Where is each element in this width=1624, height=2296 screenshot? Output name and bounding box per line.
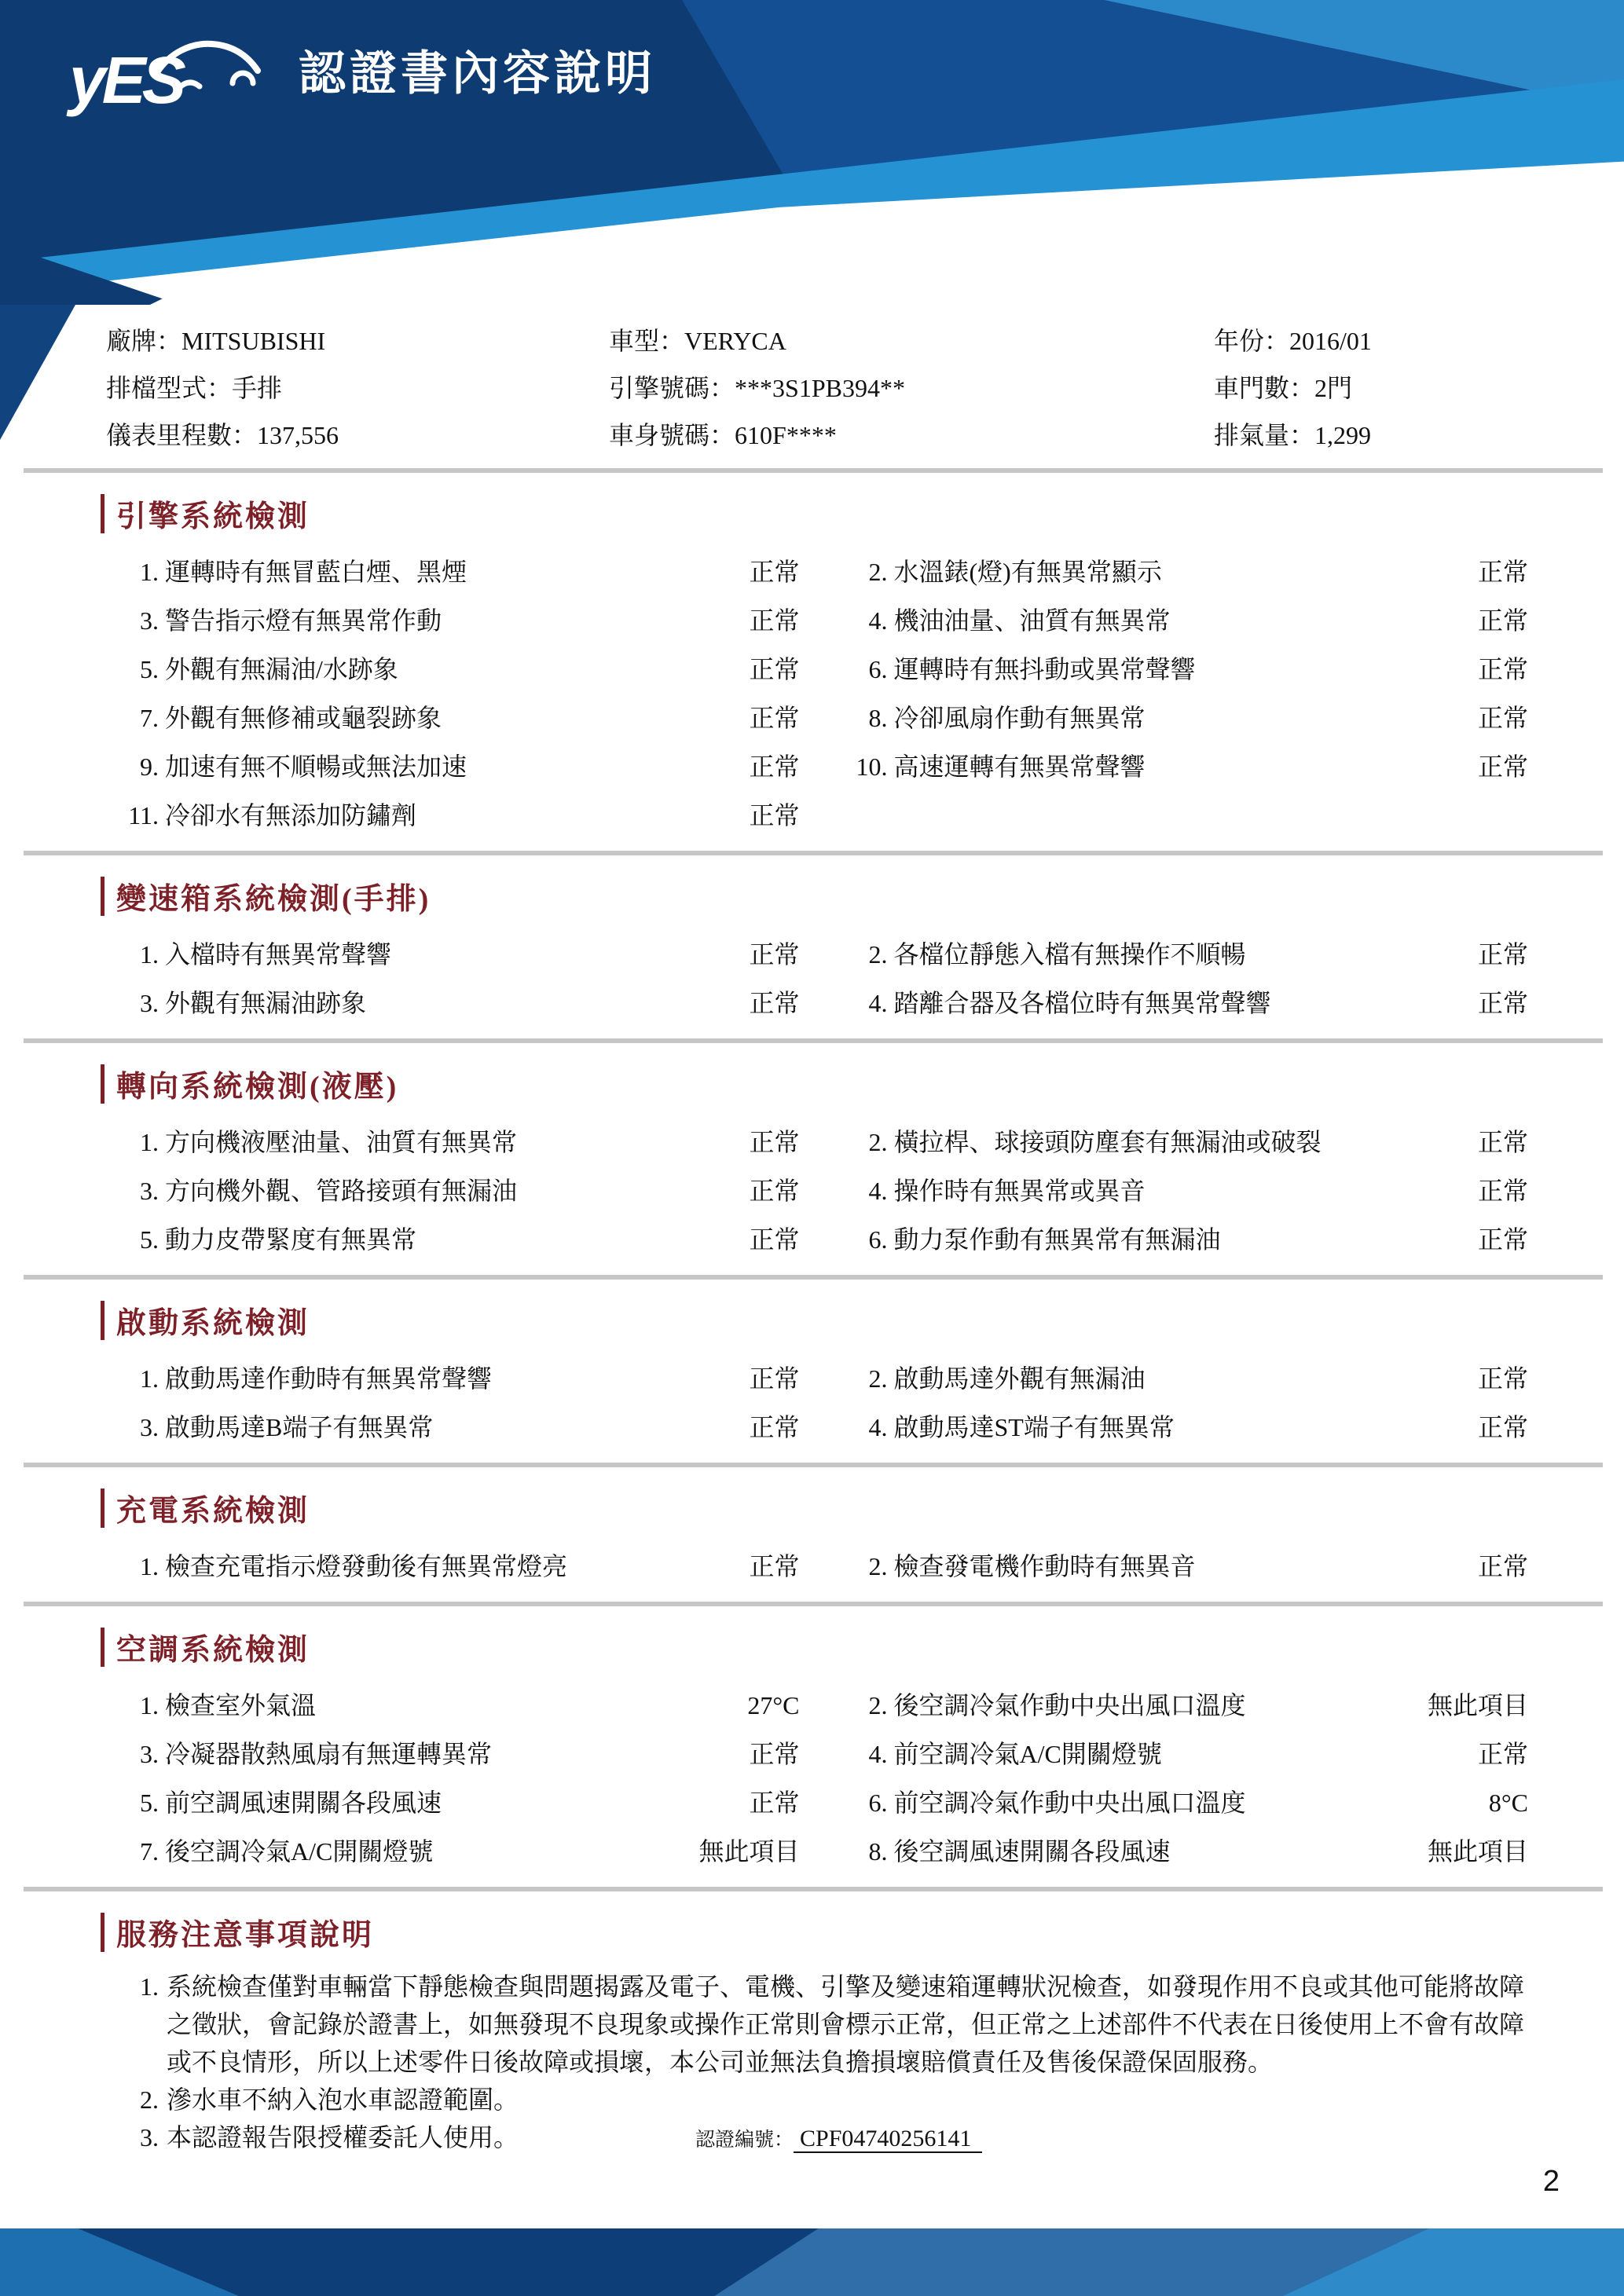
check-row <box>118 1116 1528 1165</box>
item-number: 5. <box>140 1225 159 1254</box>
item-label: 後空調冷氣作動中央出風口溫度 <box>893 1691 1246 1719</box>
section-items <box>118 1353 1528 1450</box>
transmission-field <box>106 364 609 412</box>
item-label: 後空調風速開關各段風速 <box>893 1837 1171 1866</box>
item-label: 前空調風速開關各段風速 <box>165 1789 442 1817</box>
section-title: 充電系統檢測 <box>116 1495 310 1528</box>
check-row <box>118 928 1528 977</box>
item-number: 11. <box>128 801 159 829</box>
item-number: 6. <box>868 655 888 683</box>
item-label: 水溫錶(燈)有無異常顯示 <box>893 558 1162 586</box>
section-items <box>118 1540 1528 1589</box>
check-row <box>118 1825 1528 1874</box>
item-status: 正常 <box>749 1552 800 1580</box>
item-status: 正常 <box>749 655 800 683</box>
item-number: 4. <box>868 1177 888 1205</box>
item-status: 正常 <box>1477 1413 1528 1441</box>
note-text: 系統檢查僅對車輛當下靜態檢查與問題揭露及電子、電機、引擎及變速箱運轉狀況檢查，如發現作用不良或其他可能將故障之徵狀，會記錄於證書上，如無發現不良現象或操作正常則會標示正常，但正常之上述部件不代表在日後使用上不會有故障或不良情形，所以上述零件日後故障或損壞，本公司並無法負擔損壞賠償責任及售後保證保固服務。 <box>167 1972 1525 2076</box>
check-item <box>847 650 1529 686</box>
item-number: 6. <box>868 1789 888 1817</box>
item-label: 外觀有無修補或龜裂跡象 <box>165 704 442 732</box>
item-number: 4. <box>868 606 888 635</box>
item-status: 正常 <box>1477 989 1528 1017</box>
check-item <box>847 1408 1529 1444</box>
item-number: 2. <box>868 1552 888 1580</box>
item-status: 無此項目 <box>1427 1837 1528 1866</box>
item-number: 4. <box>868 989 888 1017</box>
item-label: 橫拉桿、球接頭防塵套有無漏油或破裂 <box>893 1128 1322 1156</box>
note-text <box>167 2118 1528 2159</box>
section-items <box>118 1116 1528 1262</box>
engine-number-field <box>609 364 1214 412</box>
transmission-value: 手排 <box>232 374 283 402</box>
yes-logo <box>69 28 272 115</box>
page-title: 認證書內容說明 <box>299 47 656 100</box>
divider <box>24 1887 1603 1891</box>
item-status: 正常 <box>1477 606 1528 635</box>
item-status: 8°C <box>1488 1789 1528 1817</box>
check-item <box>847 1783 1529 1819</box>
check-row <box>118 1679 1528 1728</box>
item-label: 高速運轉有無異常聲響 <box>893 753 1146 781</box>
section-title: 變速箱系統檢測(手排) <box>116 883 431 916</box>
displacement-field <box>1214 412 1561 459</box>
check-item <box>847 1547 1529 1583</box>
item-number: 10. <box>856 753 888 781</box>
check-item <box>118 1220 800 1256</box>
year-label: 年份： <box>1214 327 1290 355</box>
check-item <box>118 1783 800 1819</box>
check-row <box>118 546 1528 595</box>
item-number: 8. <box>868 704 888 732</box>
engine-number-label: 引擎號碼： <box>609 374 735 402</box>
model-field <box>609 317 1214 364</box>
check-row <box>118 643 1528 692</box>
item-status: 正常 <box>1477 1225 1528 1254</box>
check-item <box>847 1686 1529 1722</box>
item-status: 正常 <box>1477 753 1528 781</box>
car-logo-icon <box>154 27 272 94</box>
cert-number-block <box>695 2118 982 2159</box>
item-status: 正常 <box>749 704 800 732</box>
section-title: 引擎系統檢測 <box>116 500 310 533</box>
section-items <box>118 546 1528 838</box>
item-label: 前空調冷氣A/C開關燈號 <box>893 1740 1162 1768</box>
item-label: 運轉時有無冒藍白煙、黑煙 <box>165 558 467 586</box>
item-status: 正常 <box>749 1740 800 1768</box>
check-row <box>118 789 1528 838</box>
item-status: 正常 <box>749 1413 800 1441</box>
item-label: 冷凝器散熱風扇有無運轉異常 <box>165 1740 493 1768</box>
item-number: 6. <box>868 1225 888 1254</box>
section-title-bar <box>101 1301 104 1340</box>
item-number: 7. <box>140 1837 159 1866</box>
item-status: 正常 <box>749 1225 800 1254</box>
section-title-bar <box>101 1913 104 1952</box>
brand-field <box>106 317 609 364</box>
note-number: 3. <box>140 2123 159 2151</box>
section-title: 空調系統檢測 <box>116 1634 310 1667</box>
vin-label: 車身號碼： <box>609 421 735 449</box>
item-number: 3. <box>140 606 159 635</box>
check-row <box>118 1165 1528 1214</box>
section-head <box>101 1625 1528 1668</box>
check-item <box>118 1171 800 1207</box>
item-status: 正常 <box>749 1789 800 1817</box>
check-row <box>118 692 1528 741</box>
divider <box>24 1602 1603 1606</box>
check-row <box>118 1214 1528 1262</box>
brand-value: MITSUBISHI <box>181 327 326 355</box>
item-label: 加速有無不順暢或無法加速 <box>165 753 467 781</box>
item-number: 1. <box>140 940 159 969</box>
check-item <box>847 935 1529 971</box>
item-label: 啟動馬達外觀有無漏油 <box>893 1364 1146 1393</box>
item-label: 動力泵作動有無異常有無漏油 <box>893 1225 1221 1254</box>
check-item <box>847 1832 1529 1868</box>
item-label: 外觀有無漏油/水跡象 <box>165 655 398 683</box>
item-number: 2. <box>868 1128 888 1156</box>
brand-label: 廠牌： <box>106 327 182 355</box>
item-label: 入檔時有無異常聲響 <box>165 940 392 969</box>
cert-number-value: CPF04740256141 <box>794 2126 982 2153</box>
item-status: 正常 <box>1477 558 1528 586</box>
displacement-label: 排氣量： <box>1214 421 1315 449</box>
mileage-label: 儀表里程數： <box>106 421 258 449</box>
item-number: 2. <box>868 940 888 969</box>
check-row <box>118 1353 1528 1401</box>
item-number: 9. <box>140 753 159 781</box>
check-item <box>118 698 800 734</box>
item-status: 正常 <box>749 753 800 781</box>
item-label: 冷卻風扇作動有無異常 <box>893 704 1146 732</box>
section-head <box>101 874 1528 917</box>
item-label: 後空調冷氣A/C開關燈號 <box>165 1837 434 1866</box>
item-label: 啟動馬達作動時有無異常聲響 <box>165 1364 493 1393</box>
item-number: 1. <box>140 1364 159 1393</box>
check-item <box>118 935 800 971</box>
notes-list <box>118 1968 1528 2159</box>
item-status: 正常 <box>1477 704 1528 732</box>
vin-value: 610F**** <box>735 421 837 449</box>
note-item <box>118 2081 1528 2118</box>
item-number: 1. <box>140 1691 159 1719</box>
doors-value: 2門 <box>1314 374 1353 402</box>
item-status: 正常 <box>1477 1552 1528 1580</box>
item-label: 警告指示燈有無異常作動 <box>165 606 442 635</box>
note-number: 2. <box>140 2085 159 2114</box>
item-status: 正常 <box>749 989 800 1017</box>
vehicle-info <box>106 317 1561 459</box>
section-items <box>118 1679 1528 1874</box>
item-status: 正常 <box>749 606 800 635</box>
note-item <box>118 2118 1528 2159</box>
check-item <box>118 1408 800 1444</box>
cert-number-label: 認證編號： <box>695 2129 794 2151</box>
item-number: 1. <box>140 558 159 586</box>
notes-section-head <box>101 1910 1528 1954</box>
check-item <box>118 552 800 588</box>
section-head <box>101 1298 1528 1342</box>
check-item <box>118 1547 800 1583</box>
item-number: 1. <box>140 1128 159 1156</box>
check-item <box>118 1686 800 1722</box>
divider <box>24 1038 1603 1043</box>
item-label: 前空調冷氣作動中央出風口溫度 <box>893 1789 1246 1817</box>
item-number: 2. <box>868 558 888 586</box>
doors-field <box>1214 364 1561 412</box>
item-status: 正常 <box>749 940 800 969</box>
item-label: 動力皮帶緊度有無異常 <box>165 1225 417 1254</box>
item-number: 3. <box>140 1740 159 1768</box>
check-item <box>118 650 800 686</box>
note-number: 1. <box>140 1972 159 2001</box>
item-status: 正常 <box>1477 1128 1528 1156</box>
divider <box>24 1463 1603 1467</box>
item-number: 3. <box>140 1413 159 1441</box>
header-banner <box>0 0 1624 305</box>
item-label: 操作時有無異常或異音 <box>893 1177 1146 1205</box>
item-label: 啟動馬達ST端子有無異常 <box>893 1413 1175 1441</box>
item-status: 正常 <box>1477 940 1528 969</box>
item-status: 正常 <box>749 558 800 586</box>
section-head <box>101 1486 1528 1529</box>
item-number: 4. <box>868 1413 888 1441</box>
item-status: 正常 <box>749 1128 800 1156</box>
item-number: 1. <box>140 1552 159 1580</box>
doors-label: 車門數： <box>1214 374 1315 402</box>
item-label: 機油油量、油質有無異常 <box>893 606 1171 635</box>
divider <box>24 468 1603 473</box>
item-status: 正常 <box>1477 1364 1528 1393</box>
notes-section-title: 服務注意事項說明 <box>116 1919 375 1952</box>
check-item <box>847 601 1529 637</box>
yes-logo-text: yES <box>69 43 182 117</box>
section-title: 啟動系統檢測 <box>116 1307 310 1340</box>
check-item <box>118 601 800 637</box>
item-number: 2. <box>868 1364 888 1393</box>
vin-field <box>609 412 1214 459</box>
item-status: 正常 <box>749 1364 800 1393</box>
year-field <box>1214 317 1561 364</box>
item-label: 外觀有無漏油跡象 <box>165 989 367 1017</box>
note-text: 滲水車不納入泡水車認證範圍。 <box>167 2085 519 2114</box>
check-item <box>118 1359 800 1395</box>
check-row <box>118 595 1528 643</box>
page-number: 2 <box>1542 2165 1560 2198</box>
item-number: 4. <box>868 1740 888 1768</box>
check-item <box>847 1122 1529 1159</box>
check-row <box>118 741 1528 789</box>
check-row <box>118 977 1528 1026</box>
model-value: VERYCA <box>684 327 786 355</box>
item-label: 各檔位靜態入檔有無操作不順暢 <box>893 940 1246 969</box>
sections <box>0 492 1624 1891</box>
check-item <box>847 747 1529 783</box>
transmission-label: 排檔型式： <box>106 374 233 402</box>
item-label: 檢查發電機作動時有無異音 <box>893 1552 1196 1580</box>
check-item <box>118 1832 800 1868</box>
item-label: 冷卻水有無添加防鏽劑 <box>165 801 417 829</box>
check-row <box>118 1777 1528 1825</box>
check-item <box>118 983 800 1020</box>
banner-content <box>69 28 656 115</box>
item-label: 運轉時有無抖動或異常聲響 <box>893 655 1196 683</box>
note-item <box>118 1968 1528 2081</box>
engine-number-value: ***3S1PB394** <box>735 374 905 402</box>
check-item <box>847 698 1529 734</box>
check-row <box>118 1401 1528 1450</box>
mileage-field <box>106 412 609 459</box>
check-item <box>847 1171 1529 1207</box>
item-number: 7. <box>140 704 159 732</box>
item-status: 正常 <box>749 1177 800 1205</box>
divider <box>24 851 1603 855</box>
item-number: 3. <box>140 989 159 1017</box>
displacement-value: 1,299 <box>1314 421 1372 449</box>
item-number: 5. <box>140 655 159 683</box>
check-item <box>847 1359 1529 1395</box>
section-title-bar <box>101 494 104 533</box>
check-item <box>118 796 800 832</box>
check-item <box>847 1220 1529 1256</box>
footer-banner <box>0 2228 1624 2296</box>
check-item <box>847 552 1529 588</box>
item-status: 正常 <box>1477 1177 1528 1205</box>
check-item <box>847 983 1529 1020</box>
banner-left-sliver <box>0 305 75 440</box>
item-label: 啟動馬達B端子有無異常 <box>165 1413 434 1441</box>
item-status: 27°C <box>747 1691 800 1719</box>
item-label: 方向機外觀、管路接頭有無漏油 <box>165 1177 518 1205</box>
item-number: 8. <box>868 1837 888 1866</box>
check-item <box>847 1734 1529 1771</box>
section-head <box>101 1062 1528 1105</box>
item-number: 5. <box>140 1789 159 1817</box>
item-label: 方向機液壓油量、油質有無異常 <box>165 1128 518 1156</box>
section-title-bar <box>101 877 104 916</box>
model-label: 車型： <box>609 327 685 355</box>
item-status: 正常 <box>1477 1740 1528 1768</box>
item-number: 3. <box>140 1177 159 1205</box>
section-title-bar <box>101 1489 104 1528</box>
item-label: 檢查充電指示燈發動後有無異常燈亮 <box>165 1552 568 1580</box>
item-status: 無此項目 <box>1427 1691 1528 1719</box>
section-title-bar <box>101 1628 104 1667</box>
item-number: 2. <box>868 1691 888 1719</box>
section-title: 轉向系統檢測(液壓) <box>116 1071 399 1104</box>
item-status: 正常 <box>1477 655 1528 683</box>
check-row <box>118 1540 1528 1589</box>
section-head <box>101 492 1528 535</box>
section-items <box>118 928 1528 1026</box>
check-item <box>118 1734 800 1771</box>
mileage-value: 137,556 <box>257 421 339 449</box>
check-item <box>118 1122 800 1159</box>
item-label: 檢查室外氣溫 <box>165 1691 317 1719</box>
section-title-bar <box>101 1064 104 1104</box>
year-value: 2016/01 <box>1289 327 1372 355</box>
item-status: 正常 <box>749 801 800 829</box>
check-item <box>118 747 800 783</box>
item-label: 踏離合器及各檔位時有無異常聲響 <box>893 989 1271 1017</box>
check-row <box>118 1728 1528 1777</box>
item-status: 無此項目 <box>698 1837 800 1866</box>
note-text-inline: 本認證報告限授權委託人使用。 <box>167 2123 519 2151</box>
divider <box>24 1275 1603 1280</box>
